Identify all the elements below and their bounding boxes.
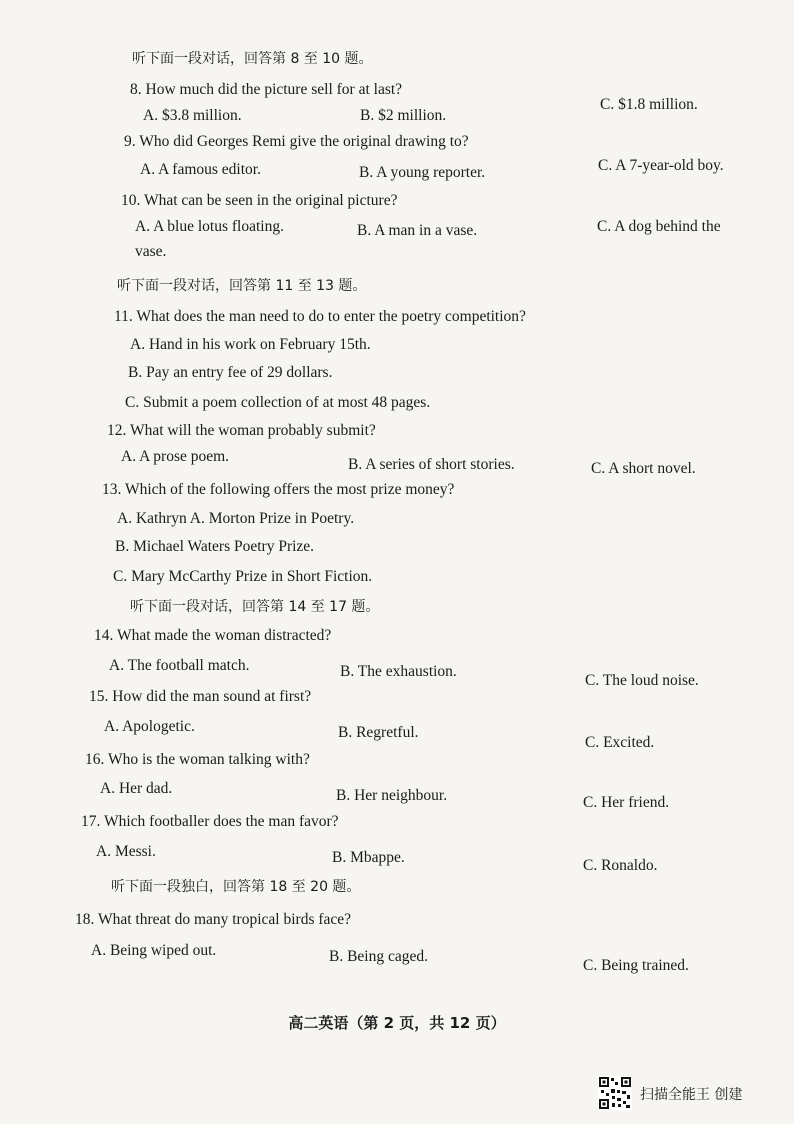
question-stem: 10. What can be seen in the original picture? bbox=[121, 192, 398, 209]
question-stem: 16. Who is the woman talking with? bbox=[85, 751, 310, 768]
scanner-brand: 扫描全能王 创建 bbox=[640, 1087, 743, 1103]
option-a: A. The football match. bbox=[109, 657, 250, 674]
option-c: C. Submit a poem collection of at most 48 pages. bbox=[125, 394, 431, 411]
option-b: B. The exhaustion. bbox=[340, 663, 457, 680]
option-a: A. Messi. bbox=[96, 843, 156, 860]
question-stem: 13. Which of the following offers the most prize money? bbox=[102, 481, 455, 498]
option-a: A. $3.8 million. bbox=[143, 107, 242, 124]
option-c: C. $1.8 million. bbox=[600, 96, 698, 113]
option-b: B. Pay an entry fee of 29 dollars. bbox=[128, 364, 333, 381]
question-stem: 18. What threat do many tropical birds face? bbox=[75, 911, 352, 928]
option-b: B. Michael Waters Poetry Prize. bbox=[115, 538, 315, 555]
option-b: B. $2 million. bbox=[360, 107, 447, 124]
option-a: A. Apologetic. bbox=[104, 718, 195, 735]
option-b: B. A series of short stories. bbox=[348, 456, 515, 473]
section-instruction: 听下面一段对话，回答第 8 至 10 题。 bbox=[132, 51, 373, 67]
section-instruction: 听下面一段独白，回答第 18 至 20 题。 bbox=[111, 879, 361, 895]
option-c: C. Excited. bbox=[585, 734, 655, 751]
option-a: A. Being wiped out. bbox=[91, 942, 217, 959]
question-stem: 14. What made the woman distracted? bbox=[94, 627, 332, 644]
bleed-through bbox=[470, 340, 473, 355]
option-continuation: vase. bbox=[135, 243, 167, 260]
question-stem: 11. What does the man need to do to enter the poetry competition? bbox=[114, 308, 526, 325]
option-c: C. Mary McCarthy Prize in Short Fiction. bbox=[113, 568, 373, 585]
option-b: B. A young reporter. bbox=[359, 164, 486, 181]
option-a: A. Hand in his work on February 15th. bbox=[130, 336, 371, 353]
question-stem: 17. Which footballer does the man favor? bbox=[81, 813, 339, 830]
option-b: B. A man in a vase. bbox=[357, 222, 478, 239]
question-stem: 9. Who did Georges Remi give the original drawing to? bbox=[124, 133, 469, 150]
option-a: A. Kathryn A. Morton Prize in Poetry. bbox=[117, 510, 355, 527]
section-instruction: 听下面一段对话，回答第 14 至 17 题。 bbox=[130, 599, 380, 615]
option-b: B. Regretful. bbox=[338, 724, 419, 741]
option-c: C. A short novel. bbox=[591, 460, 696, 477]
option-c: C. The loud noise. bbox=[585, 672, 699, 689]
option-c: C. Her friend. bbox=[583, 794, 670, 811]
option-b: B. Her neighbour. bbox=[336, 787, 448, 804]
option-c: C. Ronaldo. bbox=[583, 857, 658, 874]
option-a: A. A famous editor. bbox=[140, 161, 261, 178]
option-a: A. A blue lotus floating. bbox=[135, 218, 284, 235]
section-instruction: 听下面一段对话，回答第 11 至 13 题。 bbox=[117, 278, 367, 294]
option-b: B. Being caged. bbox=[329, 948, 429, 965]
option-a: A. Her dad. bbox=[100, 780, 173, 797]
option-b: B. Mbappe. bbox=[332, 849, 405, 866]
question-stem: 8. How much did the picture sell for at last? bbox=[130, 81, 403, 98]
question-stem: 12. What will the woman probably submit? bbox=[107, 422, 376, 439]
option-c: C. Being trained. bbox=[583, 957, 689, 974]
question-stem: 15. How did the man sound at first? bbox=[89, 688, 312, 705]
option-a: A. A prose poem. bbox=[121, 448, 230, 465]
option-c: C. A dog behind the bbox=[597, 218, 721, 235]
option-c: C. A 7-year-old boy. bbox=[598, 157, 724, 174]
qr-code-icon bbox=[598, 1076, 632, 1110]
page-footer: 高二英语（第 2 页，共 12 页） bbox=[288, 1014, 506, 1032]
